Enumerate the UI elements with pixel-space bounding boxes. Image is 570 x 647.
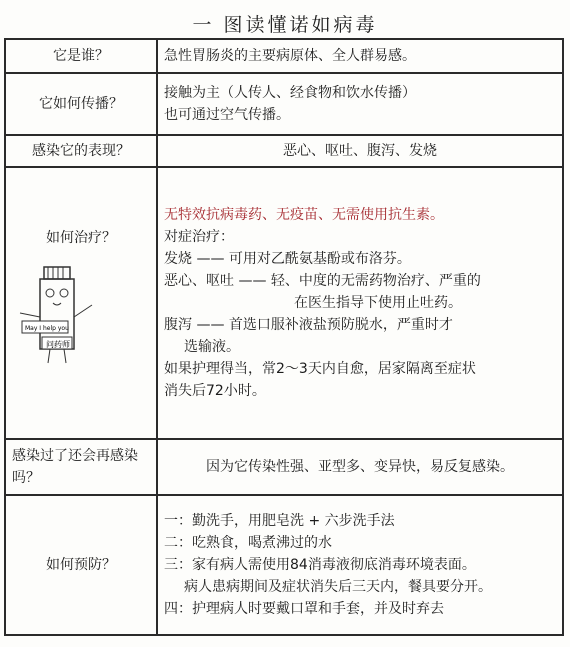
answer-line: 接触为主（人传人、经食物和饮水传播） <box>164 85 416 101</box>
question-text: 如何治疗？ <box>46 230 116 246</box>
question-cell <box>5 167 157 439</box>
answer-line: 选输液。 <box>184 339 240 355</box>
answer-line: 二：吃熟食，喝煮沸过的水 <box>164 535 332 551</box>
answer-line: 无特效抗病毒药、无疫苗、无需使用抗生素。 <box>164 207 444 223</box>
table-row <box>5 439 563 495</box>
answer-line: 一：勤洗手，用肥皂洗 + 六步洗手法 <box>164 513 395 529</box>
table-row <box>5 135 563 167</box>
answer-line: 恶心、呕吐 —— 轻、中度的无需药物治疗、严重的 <box>164 273 481 289</box>
mascot-sign-text: May I help you <box>25 325 69 332</box>
table-row <box>5 73 563 135</box>
question-cell: 它如何传播？ <box>5 73 157 135</box>
table-row <box>5 39 563 73</box>
question-cell: 它是谁？ <box>5 39 157 73</box>
answer-line: 急性胃肠炎的主要病原体、全人群易感。 <box>164 48 416 64</box>
answer-cell <box>157 439 563 495</box>
answer-line: 如果护理得当，常2～3天内自愈，居家隔离至症状 <box>164 361 476 377</box>
question-cell: 如何预防？ <box>5 495 157 635</box>
answer-cell <box>157 73 563 135</box>
answer-cell <box>157 135 563 167</box>
answer-cell <box>157 39 563 73</box>
page-title: 一 图读懂诺如病毒 <box>192 14 378 36</box>
answer-line: 四：护理病人时要戴口罩和手套，并及时弃去 <box>164 601 444 617</box>
medicine-bottle-mascot-icon <box>12 259 102 379</box>
question-cell: 感染它的表现？ <box>5 135 157 167</box>
answer-line: 发烧 —— 可用对乙酰氨基酚或布洛芬。 <box>164 251 411 267</box>
answer-cell <box>157 167 563 439</box>
answer-line: 恶心、呕吐、腹泻、发烧 <box>283 143 437 159</box>
answer-line: 腹泻 —— 首选口服补液盐预防脱水，严重时才 <box>164 317 453 333</box>
answer-cell <box>157 495 563 635</box>
answer-line: 三：家有病人需使用84消毒液彻底消毒环境表面。 <box>164 557 476 573</box>
answer-line: 病人患病期间及症状消失后三天内，餐具要分开。 <box>184 579 492 595</box>
table-row <box>5 495 563 635</box>
answer-line: 也可通过空气传播。 <box>164 107 290 123</box>
question-cell: 感染过了还会再感染吗？ <box>5 439 157 495</box>
mascot-badge-text: 问药师 <box>46 340 70 349</box>
answer-line: 消失后72小时。 <box>164 383 266 399</box>
answer-line: 在医生指导下使用止吐药。 <box>294 295 462 311</box>
answer-line: 因为它传染性强、亚型多、变异快，易反复感染。 <box>206 459 514 475</box>
table-row <box>5 167 563 439</box>
info-table <box>4 38 564 636</box>
answer-line: 对症治疗： <box>164 229 234 245</box>
